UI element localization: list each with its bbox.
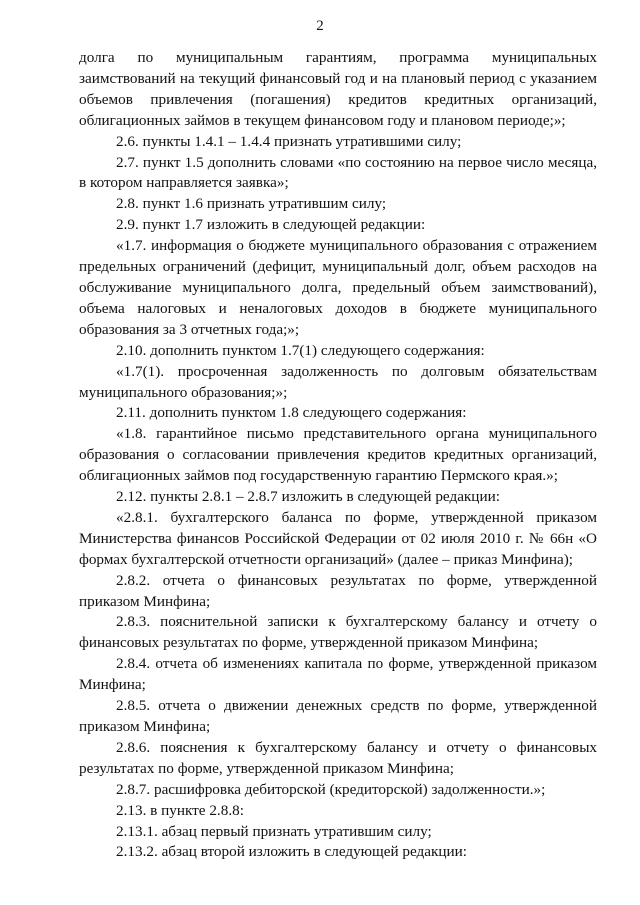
paragraph-1-7-text: «1.7. информация о бюджете муниципального образования с отражением предельных ограничений (дефицит, муниципальный долг, объем расходов на обслуживание муниципального долга, предельный объем заимствований), объема налоговых и неналоговых доходов в бюджете муниципального образования за 3 отчетных года;»;	[79, 237, 597, 338]
paragraph-2-8: 2.8. пункт 1.6 признать утратившим силу;	[116, 195, 387, 213]
paragraph-continuation: долга по муниципальным гарантиям, программа муниципальных заимствований на текущий финансовый год и на плановый период с указанием объемов привлечения (погашения) кредитов кредитных организаций, облигационных займов в текущем финансовом году и плановом периоде;»;	[79, 49, 597, 129]
paragraph-1-8-text: «1.8. гарантийное письмо представительного органа муниципального образования о согласовании привлечения кредитов кредитных организаций, облигационных займов под государственную гарантию Пермского края.»;	[79, 425, 597, 485]
paragraph-2-8-6: 2.8.6. пояснения к бухгалтерскому балансу и отчету о финансовых результатах по форме, утвержденной приказом Минфина;	[79, 738, 597, 777]
paragraph-2-13-2: 2.13.2. абзац второй изложить в следующей редакции:	[116, 843, 467, 861]
paragraph-2-8-2: 2.8.2. отчета о финансовых результатах по форме, утвержденной приказом Минфина;	[79, 571, 597, 610]
paragraph-2-8-7: 2.8.7. расшифровка дебиторской (кредиторской) задолженности.»;	[116, 780, 546, 798]
page-number: 2	[316, 18, 324, 34]
document-body	[79, 48, 597, 863]
paragraph-2-10: 2.10. дополнить пунктом 1.7(1) следующего содержания:	[116, 341, 485, 359]
paragraph-2-12: 2.12. пункты 2.8.1 – 2.8.7 изложить в следующей редакции:	[116, 488, 500, 506]
paragraph-2-8-5: 2.8.5. отчета о движении денежных средств по форме, утвержденной приказом Минфина;	[79, 697, 597, 735]
paragraph-2-8-4: 2.8.4. отчета об изменениях капитала по форме, утвержденной приказом Минфина;	[79, 655, 597, 694]
paragraph-2-8-1: «2.8.1. бухгалтерского баланса по форме, утвержденной приказом Министерства финансов Российской Федерации от 02 июля 2010 г. № 66н «О формах бухгалтерской отчетности организаций» (далее – приказ Минфина);	[79, 508, 597, 568]
paragraph-2-6: 2.6. пункты 1.4.1 – 1.4.4 признать утратившими силу;	[116, 132, 462, 150]
paragraph-2-13: 2.13. в пункте 2.8.8:	[116, 801, 244, 819]
paragraph-2-13-1: 2.13.1. абзац первый признать утратившим силу;	[116, 822, 432, 840]
paragraph-1-7-1-text: «1.7(1). просроченная задолженность по долговым обязательствам муниципального образования;»;	[79, 362, 597, 401]
paragraph-2-11: 2.11. дополнить пунктом 1.8 следующего содержания:	[116, 404, 467, 422]
paragraph-2-7: 2.7. пункт 1.5 дополнить словами «по состоянию на первое число месяца, в котором направляется заявка»;	[79, 153, 597, 192]
paragraph-2-8-3: 2.8.3. пояснительной записки к бухгалтерскому балансу и отчету о финансовых результатах по форме, утвержденной приказом Минфина;	[79, 613, 597, 652]
paragraph-2-9: 2.9. пункт 1.7 изложить в следующей редакции:	[116, 216, 426, 234]
